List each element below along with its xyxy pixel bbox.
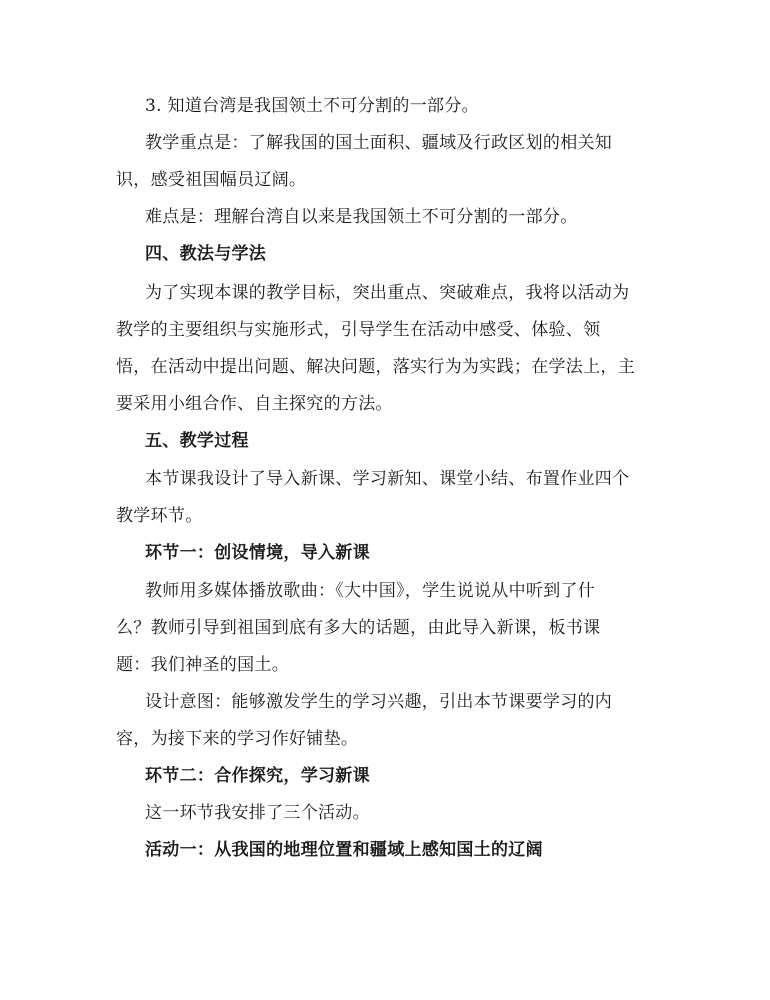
- step-2-heading: 环节二：合作探究，学习新课: [145, 766, 370, 786]
- process-intro-line-2: 教学环节。: [116, 506, 203, 526]
- key-point-line-1: 教学重点是：了解我国的国土面积、疆域及行政区划的相关知: [145, 133, 613, 153]
- method-line-1: 为了实现本课的教学目标，突出重点、突破难点，我将以活动为: [145, 283, 630, 303]
- method-line-3: 悟，在活动中提出问题、解决问题，落实行为为实践；在学法上，主: [116, 357, 635, 377]
- step-2-line-1: 这一环节我安排了三个活动。: [145, 803, 370, 823]
- activity-1-heading: 活动一：从我国的地理位置和疆域上感知国土的辽阔: [145, 840, 543, 860]
- process-intro-line-1: 本节课我设计了导入新课、学习新知、课堂小结、布置作业四个: [145, 469, 630, 489]
- objective-item-3: 3. 知道台湾是我国领土不可分割的一部分。: [145, 96, 479, 116]
- step-1-line-3: 题：我们神圣的国土。: [116, 655, 289, 675]
- step-1-heading: 环节一：创设情境，导入新课: [145, 543, 370, 563]
- section-heading-4: 四、教法与学法: [145, 244, 267, 264]
- method-line-4: 要采用小组合作、自主探究的方法。: [116, 394, 393, 414]
- step-1-line-1: 教师用多媒体播放歌曲：《大中国》，学生说说从中听到了什: [145, 581, 596, 601]
- design-intent-line-1: 设计意图：能够激发学生的学习兴趣，引出本节课要学习的内: [145, 692, 613, 712]
- design-intent-line-2: 容，为接下来的学习作好铺垫。: [116, 729, 359, 749]
- section-heading-5: 五、教学过程: [145, 431, 249, 451]
- difficulty-paragraph: 难点是：理解台湾自以来是我国领土不可分割的一部分。: [145, 207, 578, 227]
- method-line-2: 教学的主要组织与实施形式，引导学生在活动中感受、体验、领: [116, 320, 601, 340]
- key-point-line-2: 识，感受祖国幅员辽阔。: [116, 170, 307, 190]
- step-1-line-2: 么？教师引导到祖国到底有多大的话题，由此导入新课，板书课: [116, 618, 601, 638]
